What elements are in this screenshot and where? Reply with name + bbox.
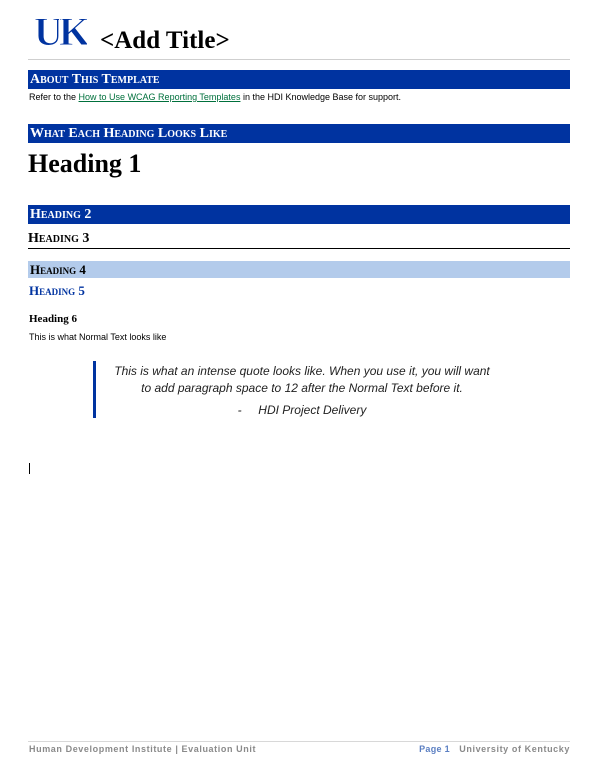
document-title[interactable]: <Add Title>: [100, 27, 230, 54]
text-cursor[interactable]: [29, 463, 30, 474]
quote-attribution: - HDI Project Delivery: [237, 403, 367, 417]
heading-6-sample: Heading 6: [29, 313, 77, 325]
quote-line-1: This is what an intense quote looks like. When you use it, you will want: [114, 364, 490, 378]
normal-text-sample: This is what Normal Text looks like: [29, 332, 167, 342]
svg-text:UK: UK: [34, 10, 86, 52]
footer-university: University of Kentucky: [459, 744, 570, 754]
heading-5-sample: Heading 5: [29, 283, 85, 298]
heading-3-underline: [28, 248, 570, 249]
footer-left: Human Development Institute | Evaluation Unit: [29, 744, 257, 754]
heading-3-sample: Heading 3: [28, 231, 90, 246]
heading-2-sample: Heading 2: [28, 205, 570, 224]
footer-divider: [28, 741, 570, 742]
wcag-templates-link[interactable]: How to Use WCAG Reporting Templates: [78, 92, 241, 102]
page-number: Page 1: [419, 744, 450, 754]
about-heading: About This Template: [28, 70, 570, 89]
uk-logo: [33, 10, 87, 52]
intense-quote: [93, 361, 508, 418]
about-paragraph: [29, 92, 401, 103]
headings-section-heading: What Each Heading Looks Like: [28, 124, 570, 143]
quote-line-2: to add paragraph space to 12 after the Normal Text before it.: [141, 381, 463, 395]
heading-1-sample: Heading 1: [28, 149, 142, 178]
about-text-before: Refer to the: [29, 92, 77, 102]
title-divider: [28, 59, 570, 60]
heading-4-sample: Heading 4: [28, 261, 570, 278]
footer-right: [419, 743, 570, 755]
about-text-after: in the HDI Knowledge Base for support.: [242, 92, 402, 102]
